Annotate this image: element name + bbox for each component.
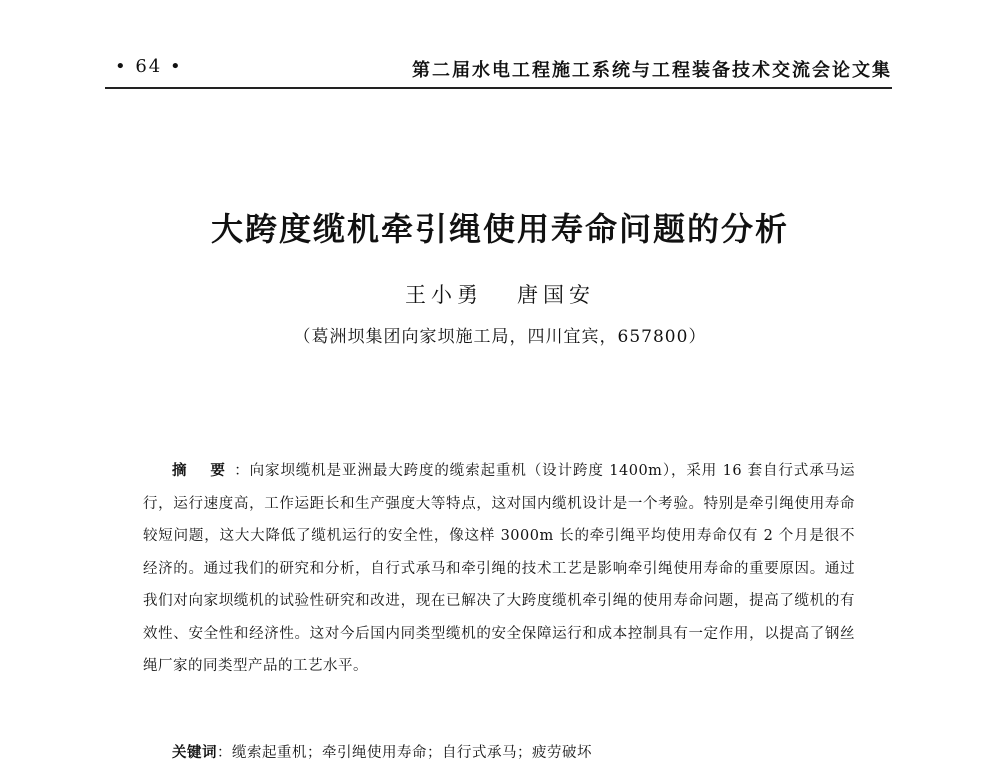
header-divider: [105, 87, 892, 89]
journal-title: 第二届水电工程施工系统与工程装备技术交流会论文集: [412, 60, 892, 81]
author-affiliation: （葛洲坝集团向家坝施工局，四川宜宾，657800）: [293, 327, 707, 347]
author-name: 王小勇: [405, 283, 483, 307]
abstract-text: 向家坝缆机是亚洲最大跨度的缆索起重机（设计跨度 1400m），采用 16 套自行式承马运行，运行速度高，工作运距长和生产强度大等特点，这对国内缆机设计是一个考验。特别是牵引绳使用寿命较短问题，这大大降低了缆机运行的安全性，像这样 3000m 长的牵引绳平均使用寿命仅有 2 个月是很不经济的。通过我们的研究和分析，自行式承马和牵引绳的技术工艺是影响牵引绳使用寿命的重要原因。通过我们对向家坝缆机的试验性研究和改进，现在已解决了大跨度缆机牵引绳的使用寿命问题，提高了缆机的有效性、安全性和经济性。这对今后国内同类型缆机的安全保障运行和成本控制具有一定作用，以提高了钢丝绳厂家的同类型产品的工艺水平。: [143, 463, 855, 674]
author-name: 唐国安: [517, 283, 595, 307]
keywords-label: 关键词: [172, 744, 217, 761]
running-header: [105, 56, 892, 86]
abstract-paragraph: [143, 455, 855, 683]
page-number: • 64 •: [115, 56, 183, 77]
keywords-text: 缆索起重机；牵引绳使用寿命；自行式承马；疲劳破坏: [232, 745, 592, 761]
keywords-separator: ：: [217, 745, 232, 761]
author-list: [0, 279, 1000, 309]
abstract-label: 摘 要: [172, 462, 235, 479]
keywords-line: [143, 737, 855, 770]
abstract-separator: ：: [234, 463, 250, 479]
paper-title: 大跨度缆机牵引绳使用寿命问题的分析: [210, 210, 789, 248]
